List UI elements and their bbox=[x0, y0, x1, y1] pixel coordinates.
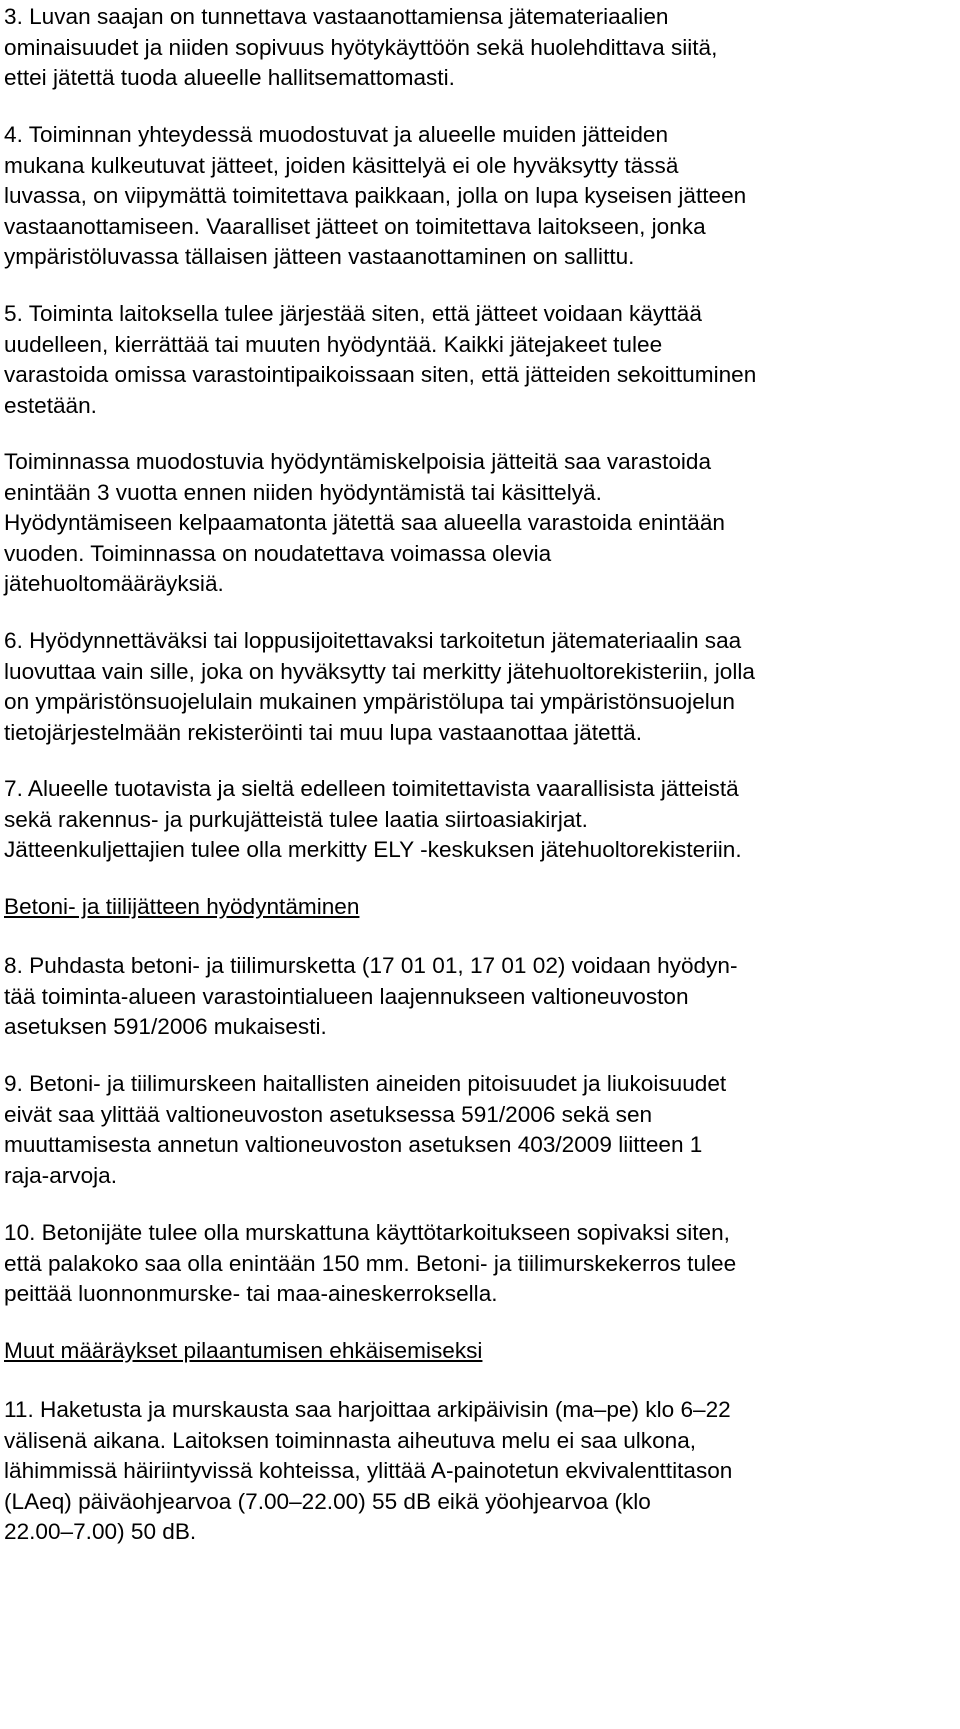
text-line: on ympäristönsuojelulain mukainen ympäristölupa tai ympäristönsuojelun bbox=[4, 689, 735, 715]
text-line: enintään 3 vuotta ennen niiden hyödyntämistä tai käsittelyä. bbox=[4, 479, 602, 505]
item-4 bbox=[4, 120, 746, 273]
text-line: että palakoko saa olla enintään 150 mm. Betoni- ja tiilimurskekerros tulee bbox=[4, 1250, 737, 1276]
item-11 bbox=[4, 1395, 732, 1548]
text-line: 4. Toiminnan yhteydessä muodostuvat ja alueelle muiden jätteiden bbox=[4, 122, 669, 147]
text-line: vuoden. Toiminnassa on noudatettava voimassa olevia bbox=[4, 540, 552, 566]
text-line: asetuksen 591/2006 mukaisesti. bbox=[4, 1014, 327, 1040]
section-heading-text: Betoni- ja tiilijätteen hyödyntäminen bbox=[4, 894, 360, 919]
text-line: lähimmissä häiriintyvissä kohteissa, ylittää A-painotetun ekvivalenttitason bbox=[4, 1458, 733, 1484]
text-line: Jätteenkuljettajien tulee olla merkitty ELY -keskuksen jätehuoltorekisteriin. bbox=[4, 837, 742, 863]
text-line: raja-arvoja. bbox=[4, 1162, 118, 1188]
text-line: Hyödyntämiseen kelpaamatonta jätettä saa alueella varastoida enintään bbox=[4, 510, 725, 536]
text-line: vastaanottamiseen. Vaaralliset jätteet on toimitettava laitokseen, jonka bbox=[4, 213, 706, 239]
text-line: ominaisuudet ja niiden sopivuus hyötykäyttöön sekä huolehdittava siitä, bbox=[4, 34, 718, 60]
text-line: mukana kulkeutuvat jätteet, joiden käsittelyä ei ole hyväksytty tässä bbox=[4, 152, 679, 178]
item-9 bbox=[4, 1069, 726, 1191]
text-line: tietojärjestelmään rekisteröinti tai muu lupa vastaanottaa jätettä. bbox=[4, 719, 642, 745]
text-line: 8. Puhdasta betoni- ja tiilimursketta (17 01 01, 17 01 02) voidaan hyödyn- bbox=[4, 953, 738, 978]
item-10 bbox=[4, 1218, 736, 1310]
text-line: muuttamisesta annetun valtioneuvoston asetuksen 403/2009 liitteen 1 bbox=[4, 1132, 703, 1158]
item-3 bbox=[4, 2, 717, 94]
text-line: estetään. bbox=[4, 392, 97, 418]
text-line: jätehuoltomääräyksiä. bbox=[4, 571, 224, 597]
item-storage bbox=[4, 447, 725, 600]
text-line: ympäristöluvassa tällaisen jätteen vastaanottaminen on sallittu. bbox=[4, 244, 635, 270]
text-line: tää toiminta-alueen varastointialueen laajennukseen valtioneuvoston bbox=[4, 983, 689, 1009]
text-line: 10. Betonijäte tulee olla murskattuna käyttötarkoitukseen sopivaksi siten, bbox=[4, 1220, 730, 1245]
text-line: 9. Betoni- ja tiilimurskeen haitallisten aineiden pitoisuudet ja liukoisuudet bbox=[4, 1071, 727, 1096]
section-heading-concrete-brick bbox=[4, 892, 359, 923]
text-line: Toiminnassa muodostuvia hyödyntämiskelpoisia jätteitä saa varastoida bbox=[4, 449, 712, 474]
text-line: 3. Luvan saajan on tunnettava vastaanottamiensa jätemateriaalien bbox=[4, 4, 669, 29]
text-line: varastoida omissa varastointipaikoissaan siten, että jätteiden sekoittuminen bbox=[4, 362, 757, 388]
text-line: sekä rakennus- ja purkujätteistä tulee laatia siirtoasiakirjat. bbox=[4, 806, 588, 832]
item-7 bbox=[4, 774, 742, 866]
text-line: 7. Alueelle tuotavista ja sieltä edelleen toimitettavista vaarallisista jätteistä bbox=[4, 776, 739, 801]
text-line: (LAeq) päiväohjearvoa (7.00–22.00) 55 dB eikä yöohjearvoa (klo bbox=[4, 1488, 651, 1514]
item-6 bbox=[4, 626, 755, 748]
text-line: eivät saa ylittää valtioneuvoston asetuksessa 591/2006 sekä sen bbox=[4, 1101, 653, 1127]
text-line: 22.00–7.00) 50 dB. bbox=[4, 1519, 197, 1545]
text-line: välisenä aikana. Laitoksen toiminnasta aiheutuva melu ei saa ulkona, bbox=[4, 1427, 697, 1453]
item-8 bbox=[4, 951, 738, 1043]
text-line: 11. Haketusta ja murskausta saa harjoittaa arkipäivisin (ma–pe) klo 6–22 bbox=[4, 1397, 731, 1422]
text-line: luovuttaa vain sille, joka on hyväksytty tai merkitty jätehuoltorekisteriin, jolla bbox=[4, 658, 755, 684]
text-line: 5. Toiminta laitoksella tulee järjestää siten, että jätteet voidaan käyttää bbox=[4, 301, 702, 326]
text-line: peittää luonnonmurske- tai maa-aineskerroksella. bbox=[4, 1281, 498, 1307]
text-line: 6. Hyödynnettäväksi tai loppusijoitettavaksi tarkoitetun jätemateriaalin saa bbox=[4, 628, 742, 653]
section-heading-text: Muut määräykset pilaantumisen ehkäisemiseksi bbox=[4, 1338, 483, 1363]
text-line: luvassa, on viipymättä toimitettava paikkaan, jolla on lupa kyseisen jätteen bbox=[4, 183, 747, 209]
text-line: ettei jätettä tuoda alueelle hallitsemattomasti. bbox=[4, 65, 455, 91]
item-5 bbox=[4, 299, 756, 421]
section-heading-pollution-prevention bbox=[4, 1336, 482, 1367]
text-line: uudelleen, kierrättää tai muuten hyödyntää. Kaikki jätejakeet tulee bbox=[4, 331, 663, 357]
